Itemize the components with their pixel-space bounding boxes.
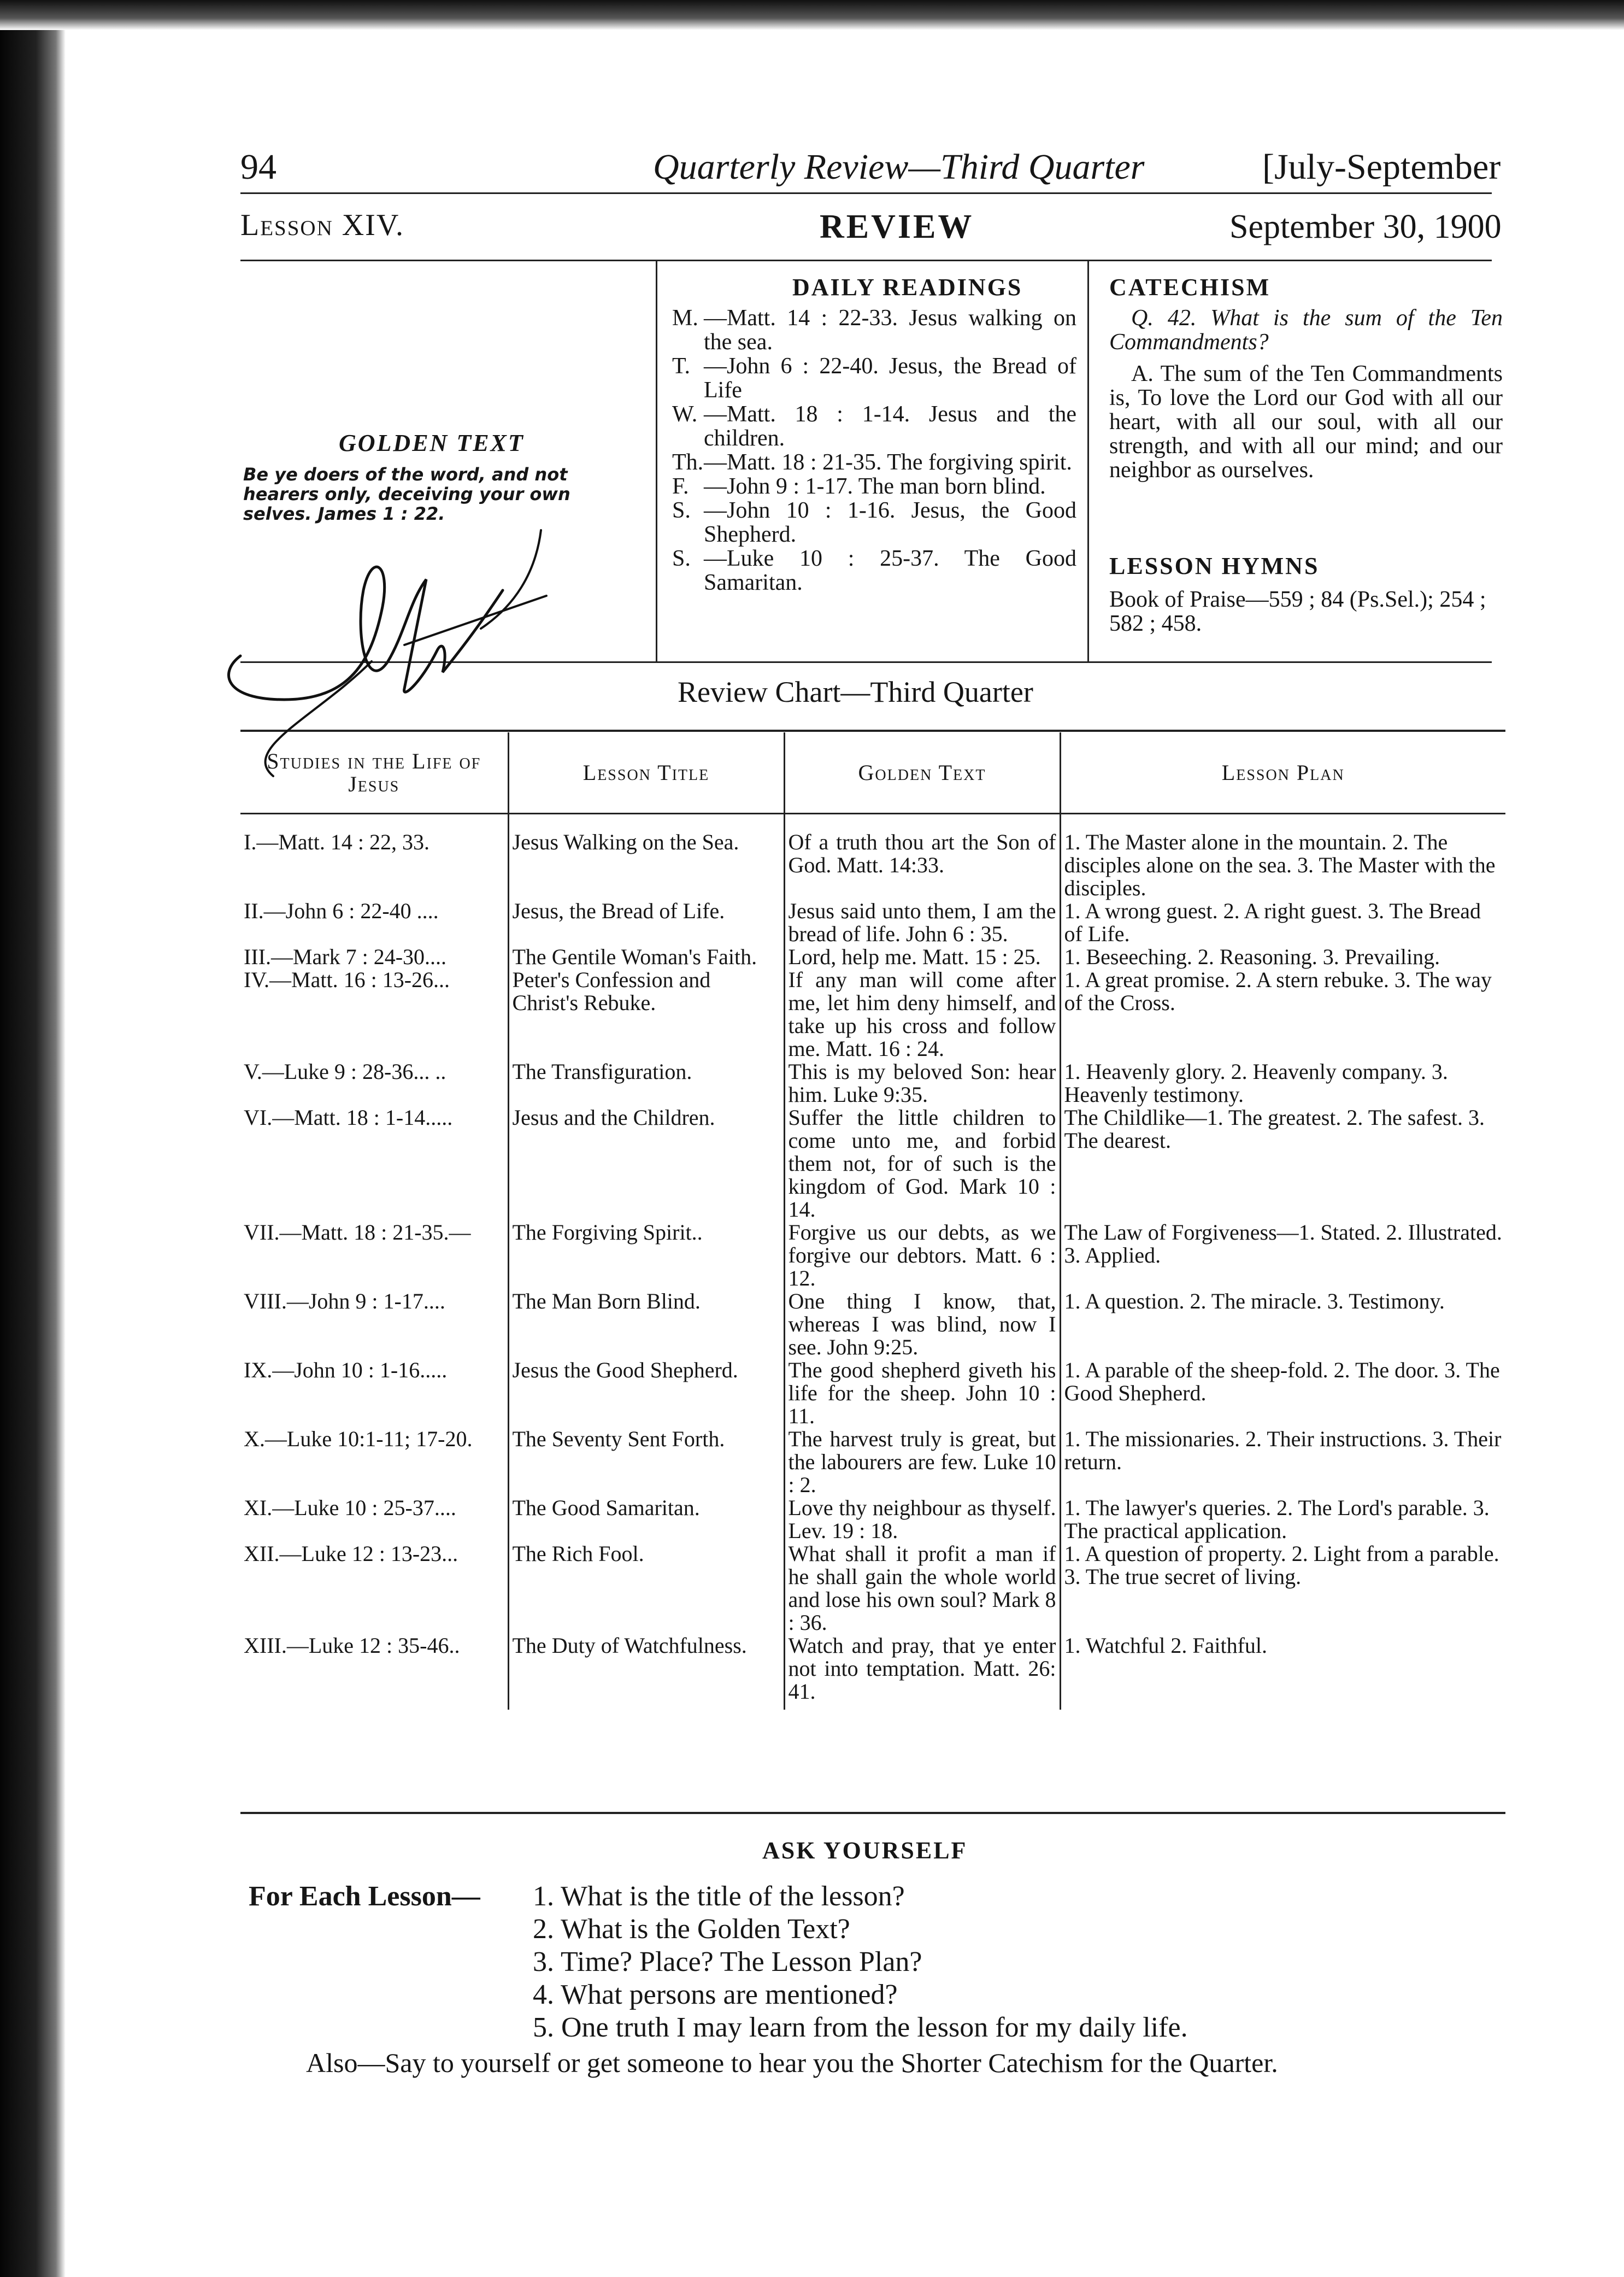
daily-readings-heading: DAILY READINGS bbox=[792, 274, 1023, 301]
reading-item: M. —Matt. 14 : 22-33. Jesus walking on the sea. bbox=[672, 306, 1076, 355]
table-row: X.—Luke 10:1-11; 17-20. The Seventy Sent Forth. The harvest truly is great, but the labourers are few. Luke 10 : 2. 1. The missionaries. 2. Their instructions. 3. Their return. bbox=[240, 1428, 1505, 1497]
reading-item: S. —Luke 10 : 25-37. The Good Samaritan. bbox=[672, 546, 1076, 595]
page-number: 94 bbox=[240, 147, 276, 187]
lesson-hymns-heading: LESSON HYMNS bbox=[1109, 553, 1320, 579]
ask-yourself-heading: ASK YOURSELF bbox=[762, 1837, 968, 1864]
reading-item: S. —John 10 : 1-16. Jesus, the Good Shepherd. bbox=[672, 498, 1076, 547]
table-row: XII.—Luke 12 : 13-23... The Rich Fool. What shall it profit a man if he shall gain the whole world and lose his own soul? Mark 8 : 36. 1. A question of property. 2. Light from a parable. 3. The true secret of living. bbox=[240, 1542, 1505, 1634]
lesson-rule bbox=[240, 260, 1492, 261]
header-rule bbox=[240, 192, 1492, 194]
box-divider-left bbox=[656, 260, 657, 661]
table-row: VII.—Matt. 18 : 21-35.— The Forgiving Spirit.. Forgive us our debts, as we forgive our debtors. Matt. 6 : 12. The Law of Forgiveness—1. Stated. 2. Illustrated. 3. Applied. bbox=[240, 1221, 1505, 1290]
reading-item: T. —John 6 : 22-40. Jesus, the Bread of Life bbox=[672, 354, 1076, 403]
running-period: [July-September bbox=[1262, 147, 1501, 187]
ask-item: 4. What persons are mentioned? bbox=[533, 1979, 898, 2010]
table-row: II.—John 6 : 22-40 .... Jesus, the Bread of Life. Jesus said unto them, I am the bread of life. John 6 : 35. 1. A wrong guest. 2. A right guest. 3. The Bread of Life. bbox=[240, 900, 1505, 946]
lesson-hymns-body: Book of Praise—559 ; 84 (Ps.Sel.); 254 ; 582 ; 458. bbox=[1109, 587, 1486, 636]
catechism-question: Q. 42. What is the sum of the Ten Commandments? bbox=[1109, 306, 1503, 355]
running-title: Quarterly Review—Third Quarter bbox=[653, 147, 1145, 187]
table-row: VIII.—John 9 : 1-17.... The Man Born Blind. One thing I know, that, whereas I was blind, now I see. John 9:25. 1. A question. 2. The miracle. 3. Testimony. bbox=[240, 1290, 1505, 1359]
ask-yourself-lead: For Each Lesson— bbox=[249, 1881, 480, 1912]
golden-text-heading: GOLDEN TEXT bbox=[339, 430, 525, 456]
table-row: I.—Matt. 14 : 22, 33. Jesus Walking on the Sea. Of a truth thou art the Son of God. Matt. 14:33. 1. The Master alone in the mountain. 2. The disciples alone on the sea. 3. The Master with the disciples. bbox=[240, 814, 1505, 900]
lesson-date: September 30, 1900 bbox=[1229, 208, 1502, 245]
table-row: III.—Mark 7 : 24-30.... The Gentile Woman's Faith. Lord, help me. Matt. 15 : 25. 1. Beseeching. 2. Reasoning. 3. Prevailing. bbox=[240, 946, 1505, 969]
lesson-number: Lesson XIV. bbox=[240, 208, 405, 242]
reading-item: Th. —Matt. 18 : 21-35. The forgiving spirit. bbox=[672, 450, 1072, 475]
ask-item: 1. What is the title of the lesson? bbox=[533, 1881, 905, 1912]
lesson-title: REVIEW bbox=[820, 208, 974, 245]
ask-yourself-also: Also—Say to yourself or get someone to hear you the Shorter Catechism for the Quarter. bbox=[306, 2047, 1278, 2078]
column-header-lesson-title: Lesson Title bbox=[508, 732, 784, 814]
table-row: IX.—John 10 : 1-16..... Jesus the Good Shepherd. The good shepherd giveth his life for the sheep. John 10 : 11. 1. A parable of the sheep-fold. 2. The door. 3. The Good Shepherd. bbox=[240, 1359, 1505, 1428]
handwritten-signature bbox=[208, 519, 590, 793]
daily-readings-list bbox=[672, 306, 1076, 595]
table-row: V.—Luke 9 : 28-36... .. The Transfiguration. This is my beloved Son: hear him. Luke 9:35. 1. Heavenly glory. 2. Heavenly company. 3. Heavenly testimony. bbox=[240, 1060, 1505, 1106]
column-header-lesson-plan: Lesson Plan bbox=[1060, 732, 1505, 814]
table-row: VI.—Matt. 18 : 1-14..... Jesus and the Children. Suffer the little children to come unto me, and forbid them not, for of such is the kingdom of God. Mark 10 : 14. The Childlike—1. The greatest. 2. The safest. 3. The dearest. bbox=[240, 1106, 1505, 1221]
scan-edge bbox=[0, 0, 66, 2277]
chart-bottom-rule bbox=[240, 1812, 1505, 1814]
review-chart-table bbox=[240, 732, 1505, 1710]
scan-top-edge bbox=[0, 0, 1624, 30]
catechism-heading: CATECHISM bbox=[1109, 274, 1271, 301]
ask-item: 2. What is the Golden Text? bbox=[533, 1914, 850, 1945]
catechism-body bbox=[1109, 306, 1503, 482]
table-row: IV.—Matt. 16 : 13-26... Peter's Confession and Christ's Rebuke. If any man will come after me, let him deny himself, and take up his cross and follow me. Matt. 16 : 24. 1. A great promise. 2. A stern rebuke. 3. The way of the Cross. bbox=[240, 969, 1505, 1060]
column-header-studies: Studies in the Life of Jesus bbox=[240, 732, 508, 814]
ask-item: 5. One truth I may learn from the lesson for my daily life. bbox=[533, 2012, 1188, 2043]
review-chart-title: Review Chart—Third Quarter bbox=[678, 676, 1033, 708]
reading-item: F. —John 9 : 1-17. The man born blind. bbox=[672, 474, 1046, 499]
table-row: XI.—Luke 10 : 25-37.... The Good Samaritan. Love thy neighbour as thyself. Lev. 19 : 18. 1. The lawyer's queries. 2. The Lord's parable. 3. The practical application. bbox=[240, 1497, 1505, 1542]
reading-item: W. —Matt. 18 : 1-14. Jesus and the children. bbox=[672, 402, 1076, 451]
table-row: XIII.—Luke 12 : 35-46.. The Duty of Watchfulness. Watch and pray, that ye enter not into temptation. Matt. 26: 41. 1. Watchful 2. Faithful. bbox=[240, 1634, 1505, 1710]
box-divider-right bbox=[1087, 260, 1089, 661]
ask-item: 3. Time? Place? The Lesson Plan? bbox=[533, 1946, 922, 1977]
column-header-golden-text: Golden Text bbox=[784, 732, 1060, 814]
catechism-answer: A. The sum of the Ten Commandments is, To love the Lord our God with all our heart, with all our soul, with all our strength, and with all our mind; and our neighbor as ourselves. bbox=[1109, 361, 1503, 483]
golden-text-body: Be ye doers of the word, and not hearers only, deceiving your own selves. James 1 : 22. bbox=[243, 464, 570, 524]
